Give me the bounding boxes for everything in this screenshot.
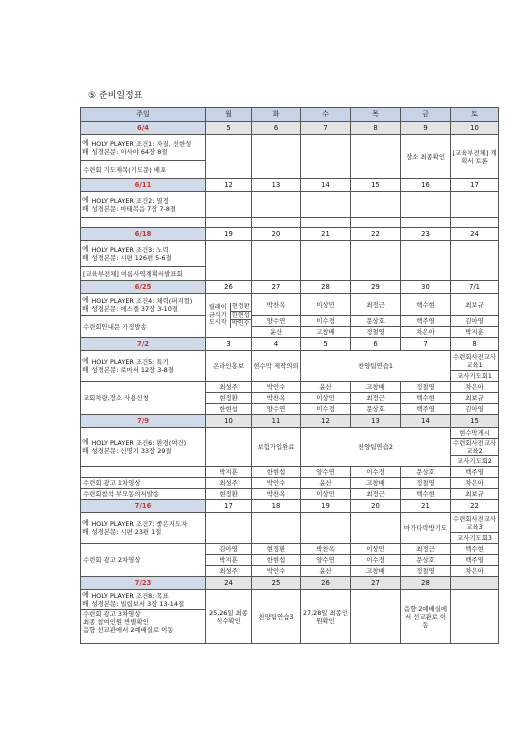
prayer-name: 박인수 [252,566,301,577]
prayer-name: 백주영 [401,316,451,327]
header-row [81,108,499,122]
date-cell: 8 [451,338,499,351]
date-cell: 17 [206,500,252,513]
sunday-date: 6/11 [81,179,206,192]
prayer-name: 윤산 [301,382,351,393]
prayer-row [81,478,499,489]
date-cell: 19 [301,500,351,513]
sermon-info [90,135,206,161]
schedule-table [80,107,499,644]
date-cell: 14 [401,415,451,428]
week-note-line: 최종 참여인원 반별확인 [83,618,149,626]
prayer-name: 이상민 [351,544,401,555]
prayer-name: 정철영 [401,566,451,577]
week-row [81,351,499,371]
date-cell: 7 [401,338,451,351]
prayer-name: 이수정 [301,316,351,327]
date-cell: 10 [206,415,252,428]
sermon-info [90,192,206,218]
sermon-info [90,351,206,382]
date-cell: 5 [206,122,252,135]
prayer-name: 윤산 [252,327,301,338]
sermon-theme: HOLY PLAYER 조건1: 자질, 선한성 [91,139,192,148]
prayer-name: 최성주 [206,566,252,577]
date-row [81,338,499,351]
prayer-row [81,467,499,478]
sermon-passage: 성경본문: 빌립보서 3장 13-14절 [91,599,185,608]
friday-task: 음향 2예배실에서 선교관로 이동 [401,590,451,644]
week-row [81,241,499,267]
prayer-name: 정철영 [401,382,451,393]
worship-label: 예배 [81,192,90,218]
sermon-theme: HOLY PLAYER 조건5: 특기 [91,358,169,366]
date-row [81,281,499,294]
monday-task: 25,26일 최종식수확인 [206,590,252,644]
prayer-name: 최정근 [351,489,401,500]
worship-team-practice: 찬양팀연습2 [301,428,451,467]
prayer-row [81,544,499,555]
date-row [81,500,499,513]
worship-label: 예배 [81,135,90,161]
prayer-name: 차은아 [451,382,499,393]
header-friday: 금 [401,108,451,122]
date-cell: 23 [401,228,451,241]
prayer-name: 한현섭 [252,467,301,478]
date-cell: 22 [451,500,499,513]
prayer-name: 문상호 [351,316,401,327]
prayer-name: 이상민 [301,489,351,500]
sermon-passage: 성경본문: 시편 23편 1절 [91,528,162,536]
note-row [81,218,499,228]
date-cell: 18 [252,500,301,513]
date-cell: 6 [351,338,401,351]
prayer-name: 박찬옥 [252,294,301,316]
date-cell: 27 [252,281,301,294]
prayer-name: 최정근 [351,294,401,316]
date-row [81,577,499,590]
saturday-task: 교사기도회3 [451,533,499,544]
date-cell: 5 [301,338,351,351]
prayer-name: 한현섭 [252,555,301,566]
date-cell: 13 [252,179,301,192]
week-note [81,610,206,644]
prayer-name: 양수연 [301,467,351,478]
sermon-theme: HOLY PLAYER 조건8: 목표 [91,591,169,600]
prayer-name: 박찬옥 [252,489,301,500]
header-thursday: 목 [351,108,401,122]
saturday-task: [교육부전체] 계획서 토론 [451,135,499,179]
date-cell: 22 [351,228,401,241]
saturday-task: 교사기도회1 [451,371,499,382]
sunday-date: 6/18 [81,228,206,241]
tuesday-task: 현수막 제작의뢰 [252,351,301,382]
sunday-date: 6/25 [81,281,206,294]
prayer-name: 한현섭 [231,311,250,319]
date-cell: 12 [301,415,351,428]
date-cell: 26 [301,577,351,590]
sermon-theme: HOLY PLAYER 조건3: 노력 [91,245,169,254]
sermon-passage: 성경본문: 마태복음 7장 7-8절 [91,204,176,213]
week-note: 수련회 광고 1차영상 [81,478,206,489]
date-cell: 21 [301,228,351,241]
prayer-name: 이수정 [301,404,351,415]
sunday-date: 7/16 [81,500,206,513]
date-cell: 13 [351,415,401,428]
section-heading: ⑤ 준비일정표 [88,91,143,101]
date-row [81,179,499,192]
week-row [81,135,499,161]
prayer-name: 이상민 [301,393,351,404]
sermon-passage: 성경본문: 에스겔 37장 3-10절 [91,304,178,313]
tuesday-task: 찬양팀연습3 [252,590,301,644]
week-note: [교육부전체] 여름사역계획서발표회 [81,267,206,281]
prayer-name: 백수현 [451,544,499,555]
worship-label: 예배 [81,241,90,267]
sunday-date: 7/23 [81,577,206,590]
date-cell: 15 [451,415,499,428]
prayer-name: 양수연 [252,404,301,415]
prayer-name: 김아영 [206,544,252,555]
prayer-name: 박지훈 [451,327,499,338]
sermon-passage: 성경본문: 이사야 64장 8절 [91,147,168,156]
week-row [81,513,499,533]
sermon-theme: HOLY PLAYER 조건6: 환경(여건) [91,439,187,447]
week-note [81,467,206,478]
date-cell: 15 [351,179,401,192]
saturday-task: 수련회사전교사교육2 [451,439,499,456]
monday-task: 온라인홍보 [206,351,252,382]
sermon-info [90,241,206,267]
prayer-name: 양수연 [301,555,351,566]
date-row [81,228,499,241]
sermon-theme: HOLY PLAYER 조건4: 체력(퍼지컬) [91,296,193,305]
date-cell: 21 [401,500,451,513]
sermon-info [90,428,206,467]
week-note: 수련회안내문 가정발송 [81,316,206,338]
sermon-theme: HOLY PLAYER 조건2: 열정 [91,196,169,205]
date-cell: 20 [252,228,301,241]
prayer-name: 최성주 [206,382,252,393]
prayer-name: 박인수 [252,478,301,489]
date-cell: 16 [401,179,451,192]
sermon-theme: HOLY PLAYER 조건7: 좋은지도자 [91,520,188,528]
week-note-line: 수련회 광고 3차영상 [83,610,141,618]
week-note-line: 음향 선교관에서 2예배실로 이동 [83,626,174,634]
prayer-name: 문상호 [401,467,451,478]
prayer-name: 정철영 [351,327,401,338]
prayer-name: 고창배 [351,478,401,489]
prayer-name: 윤산 [301,566,351,577]
prayer-name: 최보규 [451,294,499,316]
prayer-name: 현정환 [206,489,252,500]
prayer-name: 박찬옥 [301,544,351,555]
date-row [81,122,499,135]
prayer-name: 최보규 [451,393,499,404]
date-cell: 11 [252,415,301,428]
prayer-name: 고창배 [351,382,401,393]
date-cell: 29 [351,281,401,294]
date-cell: 30 [401,281,451,294]
prayer-name: 최보규 [451,489,499,500]
date-cell: 28 [301,281,351,294]
prayer-name: 박지훈 [206,555,252,566]
prayer-name: 박인수 [252,382,301,393]
sermon-info [90,513,206,544]
prayer-name: 최성주 [206,478,252,489]
prayer-name: 최정근 [401,544,451,555]
prayer-name: 한현섭 [206,404,252,415]
week-row [81,192,499,218]
date-cell: 24 [451,228,499,241]
date-row [81,415,499,428]
header-wednesday: 수 [301,108,351,122]
prayer-name: 이수정 [351,467,401,478]
prayer-name: 현정환 [206,393,252,404]
prayer-name: 차은아 [401,327,451,338]
week-row [81,294,499,316]
prayer-name: 고창배 [351,566,401,577]
saturday-task: 교사기도회2 [451,456,499,467]
prayer-name: 김아영 [451,316,499,327]
sermon-info [90,294,206,316]
week-row [81,590,499,610]
sermon-passage: 성경본문: 신명기 33장 29절 [91,447,172,455]
date-cell: 12 [206,179,252,192]
week-note: 수련회참석 부모동의서발송 [81,489,206,500]
date-cell: 8 [351,122,401,135]
header-sunday: 주일 [81,108,206,122]
week-row [81,428,499,439]
date-cell: 4 [252,338,301,351]
worship-team-practice: 찬양팀연습1 [301,351,451,382]
prayer-name: 이상민 [301,294,351,316]
friday-task: 장소 최종확인 [401,135,451,179]
prayer-name: 박찬옥 [252,393,301,404]
saturday-task: 수련회사전교사교육3 [451,513,499,533]
prayer-name: 고창배 [301,327,351,338]
week-note: 수련회 광고 2차영상 [81,544,206,577]
sermon-info [90,590,206,610]
worship-label: 예배 [81,513,90,544]
worship-label: 예배 [81,428,90,467]
prayer-name: 윤산 [301,478,351,489]
prayer-name: 백주영 [451,555,499,566]
date-cell: 27 [351,577,401,590]
header-tuesday: 화 [252,108,301,122]
worship-label: 예배 [81,351,90,382]
header-monday: 월 [206,108,252,122]
wednesday-task: 27,28일 최종인원확인 [301,590,351,644]
prayer-name: 문상호 [351,404,401,415]
date-cell: 20 [351,500,401,513]
prayer-row [81,382,499,393]
date-cell: 3 [206,338,252,351]
prayer-name: 백주영 [451,467,499,478]
prayer-name: 현정환 [231,302,250,310]
prayer-row [81,489,499,500]
prayer-name: 백주영 [401,404,451,415]
date-cell: 25 [252,577,301,590]
date-cell: 28 [401,577,451,590]
week-note: 수련회 기도제목(기도문) 배포 [81,161,206,179]
date-cell: 19 [206,228,252,241]
header-saturday: 토 [451,108,499,122]
date-cell: 17 [451,179,499,192]
prayer-name: 박인수 [231,320,250,328]
date-cell: 7 [301,122,351,135]
prayer-name: 백수현 [401,294,451,316]
date-cell: 24 [206,577,252,590]
prayer-name: 백수현 [401,489,451,500]
prayer-name: 양수연 [252,316,301,327]
saturday-task: 수련회사전교사교육1 [451,351,499,371]
prayer-name: 차은아 [451,478,499,489]
prayer-name: 문상호 [401,555,451,566]
sermon-passage: 성경본문: 로마서 12장 3-8절 [91,366,174,374]
worship-label: 예배 [82,590,89,608]
date-cell: 14 [301,179,351,192]
date-cell: 6 [252,122,301,135]
date-cell [451,577,499,590]
prayer-name: 최정근 [351,393,401,404]
week-note: 교회차량,장소 사용신청 [81,382,206,415]
prayer-name: 정철영 [401,478,451,489]
prayer-name: 박지훈 [206,467,252,478]
sermon-passage: 성경본문: 시편 126편 5-6절 [91,253,172,262]
relay-fast-cell [206,303,251,328]
prayer-name: 현정환 [252,544,301,555]
sunday-date: 6/4 [81,122,206,135]
prayer-name: 김아영 [451,404,499,415]
prayer-name: 백수현 [401,393,451,404]
relay-fast-label: 릴레이 금식기도시작 [206,303,230,328]
date-cell: 7/1 [451,281,499,294]
prayer-name: 차은아 [451,566,499,577]
worship-label: 예배 [81,294,90,316]
saturday-task: 현수막게시 [451,428,499,439]
date-cell: 10 [451,122,499,135]
sunday-date: 7/2 [81,338,206,351]
date-cell: 9 [401,122,451,135]
tuesday-task: 보험가입완료 [252,428,301,467]
friday-task: 마가다락방기도 [401,513,451,544]
note-row [81,316,499,327]
date-cell: 26 [206,281,252,294]
sunday-date: 7/9 [81,415,206,428]
prayer-name: 이수정 [351,555,401,566]
